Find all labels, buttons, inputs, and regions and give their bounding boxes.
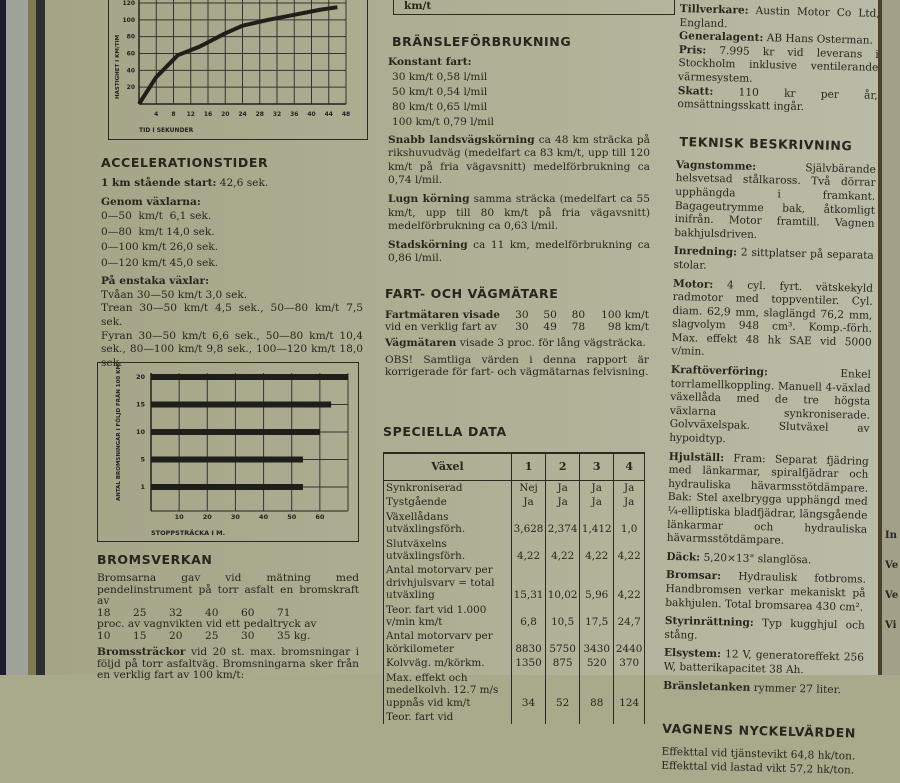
- manufacturer-label: Tillverkare:: [679, 2, 749, 17]
- item-text: Fram: Separat fjädring med länkarmar, spiralfjädrar och hydrauliska hävarmsstötdämpare. Bak: Stel axelbrygga upphängd med ¼-elliptiska bladfjädrar, längsgående länkarmar och hydrauliska hävarmsstötdämpare.: [666, 452, 869, 547]
- x-axis-label: TID I SEKUNDER: [139, 127, 194, 134]
- distances-label: Bromssträckor: [97, 646, 186, 658]
- accel-row: 0—100 km/t 26,0 sek.: [101, 241, 219, 254]
- y-tick-label: 100: [122, 16, 135, 24]
- value: 25: [133, 606, 147, 619]
- right-column: [661, 0, 880, 783]
- tax-label: Skatt:: [677, 84, 714, 98]
- cell: 10,02: [546, 563, 580, 602]
- cell: 3,628: [512, 510, 546, 537]
- cell: 4,22: [614, 537, 645, 564]
- technical-item: [671, 277, 873, 363]
- gear-row: Fyran 30—50 km/t 6,6 sek., 50—80 km/t 10,4 sek., 80—100 km/t 9,8 sek., 100—120 km/t 18,0 sek.: [101, 329, 363, 369]
- row-label: Kolvväg. m/körkm.: [384, 656, 512, 670]
- general-info: [677, 3, 880, 117]
- note: OBS! Samtliga värden i denna rapport är korrigerade för fart- och vägmätarnas felvisning.: [385, 354, 649, 378]
- technical-item: [669, 364, 871, 450]
- fuel-heading: BRÄNSLEFÖRBRUKNING: [392, 34, 572, 49]
- fuel-section: [388, 56, 650, 271]
- item-label: Däck:: [666, 550, 701, 564]
- x-tick-label: 40: [259, 513, 269, 521]
- item-text: 12 V, generatoreffekt 256 W, batterikapacitet 38 Ah.: [663, 648, 865, 677]
- column-header: 1: [512, 453, 546, 481]
- cell: Ja: [580, 481, 614, 496]
- table-row: [384, 563, 645, 602]
- x-tick-label: 60: [315, 513, 325, 521]
- column-header: 4: [614, 453, 645, 481]
- x-tick-label: 10: [174, 513, 184, 521]
- x-tick-label: 30: [230, 513, 240, 521]
- odo-text: visade 3 proc. för lång vägsträcka.: [459, 337, 646, 349]
- x-tick-label: 16: [203, 111, 213, 118]
- accel-row: 0—120 km/t 45,0 sek.: [101, 256, 219, 269]
- y-tick-label: 5: [140, 455, 145, 464]
- bar: [151, 457, 303, 463]
- cell: 5750: [546, 629, 580, 656]
- fuel-row: 30 km/t 0,58 l/mil: [392, 70, 488, 83]
- x-tick-label: 36: [290, 111, 299, 118]
- cell: 4,22: [614, 563, 645, 602]
- cell: [512, 710, 546, 724]
- y-axis-label: HASTIGHET I KM/TIM: [115, 34, 121, 99]
- table-row: [384, 629, 645, 656]
- x-tick-label: 12: [186, 111, 195, 118]
- speedo-row: [385, 321, 649, 333]
- technical-heading: TEKNISK BESKRIVNING: [679, 133, 853, 154]
- cell: Ja: [546, 495, 580, 509]
- table-row: [384, 537, 645, 564]
- table-row: [384, 671, 645, 710]
- accel-row: 0—50 km/t 6,1 sek.: [101, 210, 212, 223]
- value: 30: [515, 309, 529, 321]
- item-text: Typ kugghjul och stång.: [664, 617, 865, 642]
- row-label: Antal motorvarv per körkilometer: [384, 629, 512, 656]
- item-text: 4 cyl. fyrt. vätskekyld radmotor med toppventiler. Cyl. diam. 62,9 mm, slaglängd 76,2 mm, slagvolym 948 cm³. Komp.-förh. Max. effekt 48 hk SAE vid 5000 v/min.: [671, 278, 874, 359]
- value: 10: [97, 629, 111, 642]
- value: 78: [571, 321, 586, 333]
- brakes-section: [97, 573, 359, 682]
- table-row: [384, 481, 645, 496]
- table-row: [384, 656, 645, 670]
- x-tick-label: 20: [202, 513, 212, 521]
- item-label: Inredning:: [673, 245, 738, 259]
- price: 7.995 kr vid leverans i Stockholm inklusive ventilerande värmesystem.: [677, 44, 879, 85]
- x-tick-label: 24: [238, 111, 247, 118]
- value: 32: [169, 606, 183, 619]
- brake-chart: [97, 362, 359, 542]
- key-values-heading: VAGNENS NYCKELVÄRDEN: [662, 720, 857, 741]
- cell: 10,5: [546, 603, 580, 630]
- cell: 2,374: [546, 510, 580, 537]
- y-tick-label: 15: [135, 400, 145, 409]
- x-tick-label: 44: [324, 111, 333, 118]
- y-tick-label: 20: [135, 373, 145, 381]
- binding-edge: [6, 0, 28, 675]
- value: 60: [241, 606, 255, 619]
- binding-edge: [28, 0, 36, 675]
- brakes-heading: BROMSVERKAN: [97, 552, 213, 567]
- speedometer-section: [385, 309, 649, 383]
- item-label: Bränsletanken: [663, 679, 751, 694]
- table-header: [384, 453, 645, 481]
- manufacturer: Austin Motor Co Ltd, England.: [679, 4, 880, 30]
- bar: [151, 374, 348, 380]
- next-page-edge: [882, 0, 900, 675]
- y-tick-label: 10: [135, 428, 145, 436]
- value: 35 kg.: [277, 629, 311, 642]
- cell: 4,22: [546, 537, 580, 564]
- fuel-row: 80 km/t 0,65 l/mil: [392, 100, 488, 113]
- cell: Nej: [512, 481, 546, 496]
- fuel-row: 100 km/t 0,79 l/mil: [392, 115, 494, 128]
- fast-label: Snabb landsvägskörning: [388, 133, 535, 146]
- x-tick-label: 40: [307, 111, 316, 118]
- gear-row: Tvåan 30—50 km/t 3,0 sek.: [101, 288, 248, 301]
- item-label: Hjulställ:: [668, 450, 725, 464]
- item-text: Självbärande helsvetsad stålkaross. Två dörrar upphängda i framkant. Bagageutrymme bak, åtkomligt inifrån. Motor framtill. Vagnen bakhjulsdriven.: [674, 161, 877, 241]
- key-value-line: Effekttal vid tjänstevikt 64,8 hk/ton.: [661, 745, 856, 763]
- cell: [580, 710, 614, 724]
- item-label: Vagnstomme:: [675, 158, 757, 173]
- cell: 875: [546, 656, 580, 670]
- key-value-line: Effekttal vid lastad vikt 57,2 hk/ton.: [661, 759, 855, 777]
- y-axis-label: ANTAL BROMSNINGAR I FÖLJD FRÅN 100 KM/T: [116, 363, 122, 501]
- bar: [151, 402, 331, 408]
- cell: 1,0: [614, 510, 645, 537]
- pedal-values: [97, 631, 359, 643]
- row-label: Teor. fart vid: [384, 710, 512, 724]
- value: 71: [277, 606, 291, 619]
- odo-label: Vägmätaren: [385, 337, 457, 349]
- item-label: Styrinrättning:: [664, 614, 754, 630]
- fuel-row: 50 km/t 0,54 l/mil: [392, 85, 488, 98]
- item-text: rymmer 27 liter.: [753, 681, 842, 696]
- x-tick-label: 48: [341, 111, 351, 118]
- item-label: Elsystem:: [663, 647, 722, 661]
- gear-row: Trean 30—50 km/t 4,5 sek., 50—80 km/t 7,5 sek.: [101, 302, 363, 328]
- cell: Ja: [580, 495, 614, 509]
- fragment: In: [885, 530, 897, 541]
- cell: 52: [546, 671, 580, 710]
- brakes-intro: Bromsarna gav vid mätning med pendelinstrument på torr asfalt en bromskraft av: [97, 572, 359, 607]
- x-tick-label: 4: [154, 111, 159, 118]
- fragment: Ve: [885, 560, 899, 571]
- x-tick-label: 32: [272, 111, 282, 118]
- cell: 3430: [580, 629, 614, 656]
- binding-edge: [36, 0, 45, 675]
- technical-item: [665, 569, 866, 615]
- row-label: Antal motorvarv per drivhjulsvarv = total utväxling: [384, 563, 512, 602]
- cell: 1,412: [580, 510, 614, 537]
- column-header: 2: [546, 453, 580, 481]
- cell: Ja: [512, 495, 546, 509]
- row-label: Fartmätaren visade: [385, 309, 500, 321]
- key-values: [661, 746, 862, 778]
- price-label: Pris:: [678, 43, 707, 57]
- x-tick-label: 50: [287, 513, 297, 521]
- item-text: 5,20×13" slanglösa.: [703, 551, 812, 567]
- calm-text: samma sträcka (medelfart ca 55 km/t, upp till 80 km/t på fria vägavsnitt) medelförbrukning ca 0,63 l/mil.: [388, 192, 651, 233]
- table-row: [384, 510, 645, 537]
- y-tick-label: 40: [126, 67, 135, 75]
- agent: AB Hans Osterman.: [766, 32, 874, 47]
- value: 30: [241, 629, 255, 642]
- cell: [614, 710, 645, 724]
- item-label: Bromsar:: [665, 569, 722, 583]
- special-heading: SPECIELLA DATA: [383, 424, 507, 439]
- brake-chart-svg: [98, 363, 358, 541]
- acceleration-chart: [108, 0, 368, 140]
- distances-text: vid 20 st. max. bromsningar i följd på torr asfaltväg. Bromsningarna sker från en verklig fart av 100 km/t:: [97, 646, 359, 681]
- single-gears-label: På enstaka växlar:: [101, 275, 210, 288]
- cell: 124: [614, 671, 645, 710]
- cell: 15,31: [512, 563, 546, 602]
- cell: 17,5: [580, 603, 614, 630]
- through-gears-label: Genom växlarna:: [101, 195, 201, 208]
- row-label: Tystgående: [384, 495, 512, 509]
- value: 50: [543, 309, 557, 321]
- tax: 110 kr per år, omsättningsskatt ingår.: [677, 86, 878, 114]
- value: 49: [543, 321, 557, 333]
- speedometer-heading: FART- OCH VÄGMÄTARE: [385, 286, 559, 301]
- bar: [151, 484, 303, 490]
- value: 98 km/t: [607, 321, 649, 333]
- fragment: Ve: [885, 590, 899, 601]
- technical-item: [663, 679, 863, 697]
- y-tick-label: 60: [126, 50, 135, 58]
- x-tick-label: 8: [171, 111, 176, 118]
- constant-label: Konstant fart:: [388, 56, 472, 68]
- city-text: ca 11 km, medelförbrukning ca 0,86 l/mil.: [388, 238, 650, 265]
- acceleration-section: [101, 177, 363, 370]
- technical-item: [674, 159, 876, 245]
- value: 80: [571, 309, 586, 321]
- cell: 2440: [614, 629, 645, 656]
- cell: Ja: [614, 495, 645, 509]
- y-tick-label: 20: [126, 84, 135, 92]
- accel-row: 0—80 km/t 14,0 sek.: [101, 225, 215, 238]
- cell: 1350: [512, 656, 546, 670]
- top-box-text: km/t: [404, 0, 432, 12]
- item-label: Motor:: [672, 277, 714, 291]
- city-label: Stadskörning: [388, 238, 468, 251]
- calm-label: Lugn körning: [388, 192, 470, 205]
- cell: [546, 710, 580, 724]
- cell: 370: [614, 656, 645, 670]
- table-row: [384, 710, 645, 724]
- row-label: Synkroniserad: [384, 481, 512, 496]
- y-tick-label: 120: [122, 0, 135, 7]
- cell: 24,7: [614, 603, 645, 630]
- cell: Ja: [614, 481, 645, 496]
- row-label: Max. effekt och medelkolvh. 12.7 m/s uppnås vid km/t: [384, 671, 512, 710]
- row-label: Växellådans utväxlingsförh.: [384, 510, 512, 537]
- speedo-row: [385, 309, 649, 321]
- x-tick-label: 28: [255, 111, 264, 118]
- cell: 34: [512, 671, 546, 710]
- value: 18: [97, 606, 111, 619]
- cell: 8830: [512, 629, 546, 656]
- item-text: 2 sittplatser på separata stolar.: [673, 246, 874, 272]
- technical-item: [664, 615, 865, 647]
- brakes-mid: proc. av vagnvikten vid ett pedaltryck av: [97, 618, 317, 630]
- value: 20: [169, 629, 183, 642]
- technical-item: [664, 647, 865, 679]
- technical-item: [667, 450, 869, 550]
- item-text: Hydraulisk fotbroms. Handbromsen verkar mekaniskt på bakhjulen. Total bromsarea 430 cm².: [665, 570, 867, 614]
- column-header: Växel: [384, 453, 512, 481]
- value: 100 km/t: [601, 309, 649, 321]
- x-axis-label: STOPPSTRÄCKA I M.: [151, 529, 226, 537]
- y-tick-label: 1: [140, 483, 145, 491]
- item-label: Kraftöverföring:: [670, 363, 768, 379]
- table-row: [384, 603, 645, 630]
- special-data-table: [383, 452, 645, 724]
- speed-curve: [139, 7, 337, 104]
- column-header: 3: [580, 453, 614, 481]
- row-label: Slutväxelns utväxlingsförh.: [384, 537, 512, 564]
- cell: 88: [580, 671, 614, 710]
- cell: 6,8: [512, 603, 546, 630]
- value: 25: [205, 629, 219, 642]
- cell: 4,22: [512, 537, 546, 564]
- row-label: vid en verklig fart av: [385, 321, 497, 333]
- item-text: Enkel torrlamellkoppling. Manuell 4-växlad växellåda med de tre högsta växlarna synkroniserade. Golvväxelspak. Slutväxel av hypoidtyp.: [669, 368, 872, 446]
- cell: 5,96: [580, 563, 614, 602]
- value: 15: [133, 629, 147, 642]
- bar: [151, 429, 320, 435]
- table-row: [384, 495, 645, 509]
- x-tick-label: 20: [221, 111, 230, 118]
- value: 40: [205, 606, 219, 619]
- cell: 4,22: [580, 537, 614, 564]
- technical-items: [663, 159, 876, 698]
- start-value: 42,6 sek.: [219, 177, 269, 189]
- cell: Ja: [546, 481, 580, 496]
- acceleration-chart-svg: [109, 0, 367, 139]
- technical-item: [673, 245, 874, 277]
- fragment: Vi: [885, 620, 897, 631]
- acceleration-heading: ACCELERATIONSTIDER: [101, 155, 269, 170]
- technical-item: [666, 551, 866, 569]
- value: 30: [515, 321, 529, 333]
- start-label: 1 km stående start:: [101, 177, 217, 189]
- row-label: Teor. fart vid 1.000 v/min km/t: [384, 603, 512, 630]
- fast-text: ca 48 km sträcka på rikshuvudväg (medelfart ca 83 km/t, upp till 120 km/t på fria vägavsnitt) medelförbrukning ca 0,74 l/mil.: [388, 133, 650, 187]
- agent-label: Generalagent:: [678, 30, 764, 45]
- cell: 520: [580, 656, 614, 670]
- y-tick-label: 80: [126, 33, 135, 41]
- top-box: [393, 0, 675, 15]
